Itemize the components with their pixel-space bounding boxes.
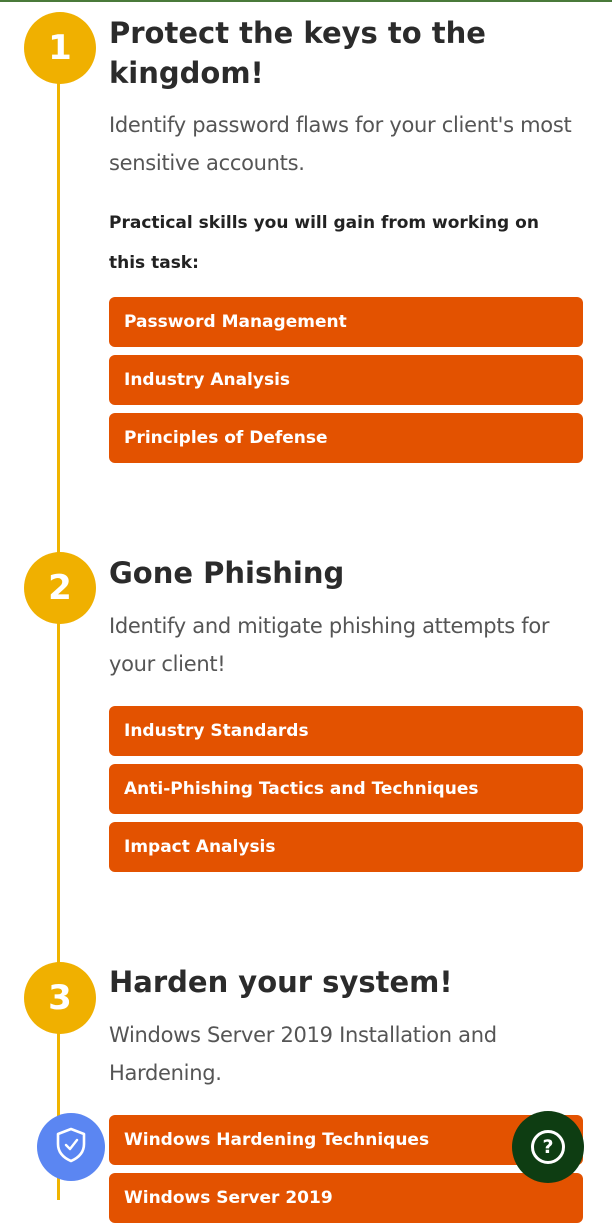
step-number-badge: 3 <box>24 962 96 1034</box>
step-title: Protect the keys to the kingdom! <box>109 16 486 90</box>
question-mark-icon: ? <box>531 1130 565 1164</box>
skill-tag: Windows Hardening Techniques <box>109 1115 583 1165</box>
security-badge-button[interactable] <box>37 1113 105 1181</box>
top-divider <box>0 0 612 2</box>
step-number-badge: 1 <box>24 12 96 84</box>
help-button[interactable] <box>512 1111 584 1183</box>
skill-tag: Windows Server 2019 <box>109 1173 583 1223</box>
skill-tag: Industry Standards <box>109 706 583 756</box>
step-description: Identify and mitigate phishing attempts for your client! <box>109 614 550 676</box>
skills-heading: Practical skills you will gain from working on this task: <box>109 213 539 273</box>
skill-tag: Principles of Defense <box>109 413 583 463</box>
skill-tag: Industry Analysis <box>109 355 583 405</box>
step-number-badge: 2 <box>24 552 96 624</box>
skill-tag: Anti-Phishing Tactics and Techniques <box>109 764 583 814</box>
step-description: Windows Server 2019 Installation and Hardening. <box>109 1023 497 1085</box>
skill-tag: Password Management <box>109 297 583 347</box>
step-description: Identify password flaws for your client's most sensitive accounts. <box>109 113 572 175</box>
skill-tag: Impact Analysis <box>109 822 583 872</box>
shield-check-icon <box>55 1127 87 1167</box>
step-title: Harden your system! <box>109 965 453 999</box>
step-title: Gone Phishing <box>109 556 345 590</box>
